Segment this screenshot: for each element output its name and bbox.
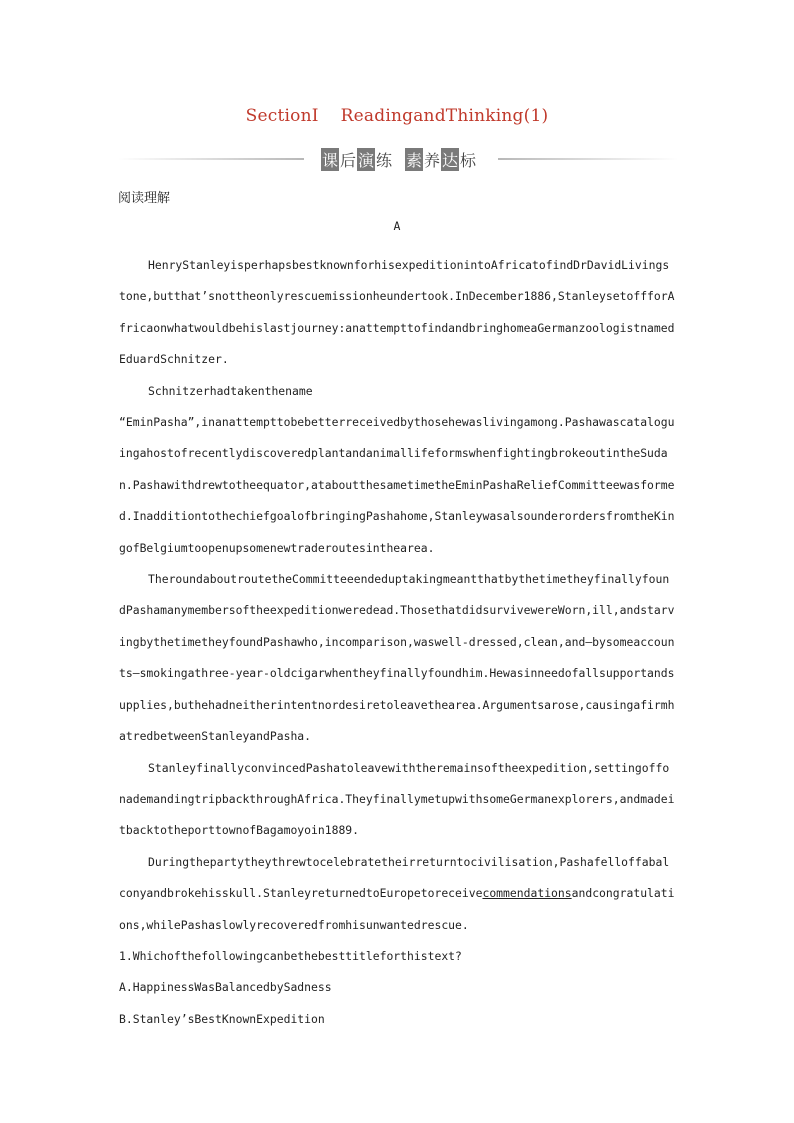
paragraph: “EminPasha”,inanattempttobebetterreceivedbythosehewaslivingamong.PashawascataloguingahostofrecentlydiscoveredplantandanimallifeformswhenfightingbrokeoutintheSudan.Pashawithdrewtotheequator,ataboutthesametimetheEminPashaReliefCommitteewasformed.InadditiontothechiefgoalofbringingPashahome,StanleywasalsounderordersfromtheKingofBelgiumtoopenupsomenewtraderoutesinthearea. — [119, 415, 675, 555]
section-number: SectionⅠ — [245, 106, 319, 126]
banner-char: 养 — [424, 150, 441, 170]
paragraph-text: Duringthepartytheythrewtocelebratetheirreturntocivilisation,Pashafelloffabalconyandbrokehisskull.StanleyreturnedtoEuropetoreceive — [119, 854, 670, 901]
banner-char: 达 — [441, 148, 459, 171]
underlined-word: commendations — [482, 886, 572, 901]
paragraph: StanleyfinallyconvincedPashatoleavewiththeremainsoftheexpedition,settingoffonademandingtripbackthroughAfrica.TheyfinallymetupwithsomeGermanexplorers,andmadeitbacktotheporttownofBagamoyoin1889. — [119, 760, 675, 838]
question-stem: 1.Whichofthefollowingcanbethebesttitleforthistext? — [119, 948, 462, 963]
banner-divider-right — [498, 158, 678, 160]
paragraph: TheroundaboutroutetheCommitteeendeduptakingmeantthatbythetimetheyfinallyfoundPashamanymembersoftheexpeditionweredead.ThosethatdidsurvivewereWorn,ill,andstarvingbythetimetheyfoundPashawho,incomparison,waswell-dressed,clean,and—bysomeaccounts—smokingathree-year-oldcigarwhentheyfinallyfoundhim.Hewasinneedofallsupportandsupplies,buthehadneitherintentnordesiretoleavethearea.Argumentsarose,causingafirmhatredbetweenStanleyandPasha. — [119, 572, 675, 744]
passage-body — [119, 250, 675, 1035]
banner-char: 后 — [339, 150, 356, 170]
practice-banner — [118, 148, 678, 170]
paragraph: Schnitzerhadtakenthename — [148, 383, 313, 398]
question-category: 阅读理解 — [118, 191, 171, 206]
option-a: A.HappinessWasBalancedbySadness — [119, 980, 332, 995]
banner-char: 课 — [321, 148, 339, 171]
paragraph: HenryStanleyisperhapsbestknownforhisexpeditionintoAfricatofindDrDavidLivingstone,butthat’snottheonlyrescuemissionheundertook.InDecember1886,StanleysetoffforAfricaonwhatwouldbehislastjourney:anattempttofindandbringhomeaGermanzoologistnamedEduardSchnitzer. — [119, 258, 675, 367]
banner-text — [308, 148, 488, 170]
section-name: ReadingandThinking(1) — [340, 106, 549, 126]
option-b: B.Stanley’sBestKnownExpedition — [119, 1011, 325, 1026]
paragraph — [119, 847, 675, 941]
banner-char: 素 — [405, 148, 423, 171]
section-title — [0, 106, 794, 126]
banner-char: 标 — [460, 150, 477, 170]
paragraph-text: andcongratulations,whilePashaslowlyrecoveredfromhisunwantedrescue. — [119, 886, 675, 932]
banner-divider-left — [118, 158, 304, 160]
banner-char: 演 — [357, 148, 375, 171]
passage-label: A — [393, 219, 401, 233]
banner-char: 练 — [375, 150, 392, 170]
